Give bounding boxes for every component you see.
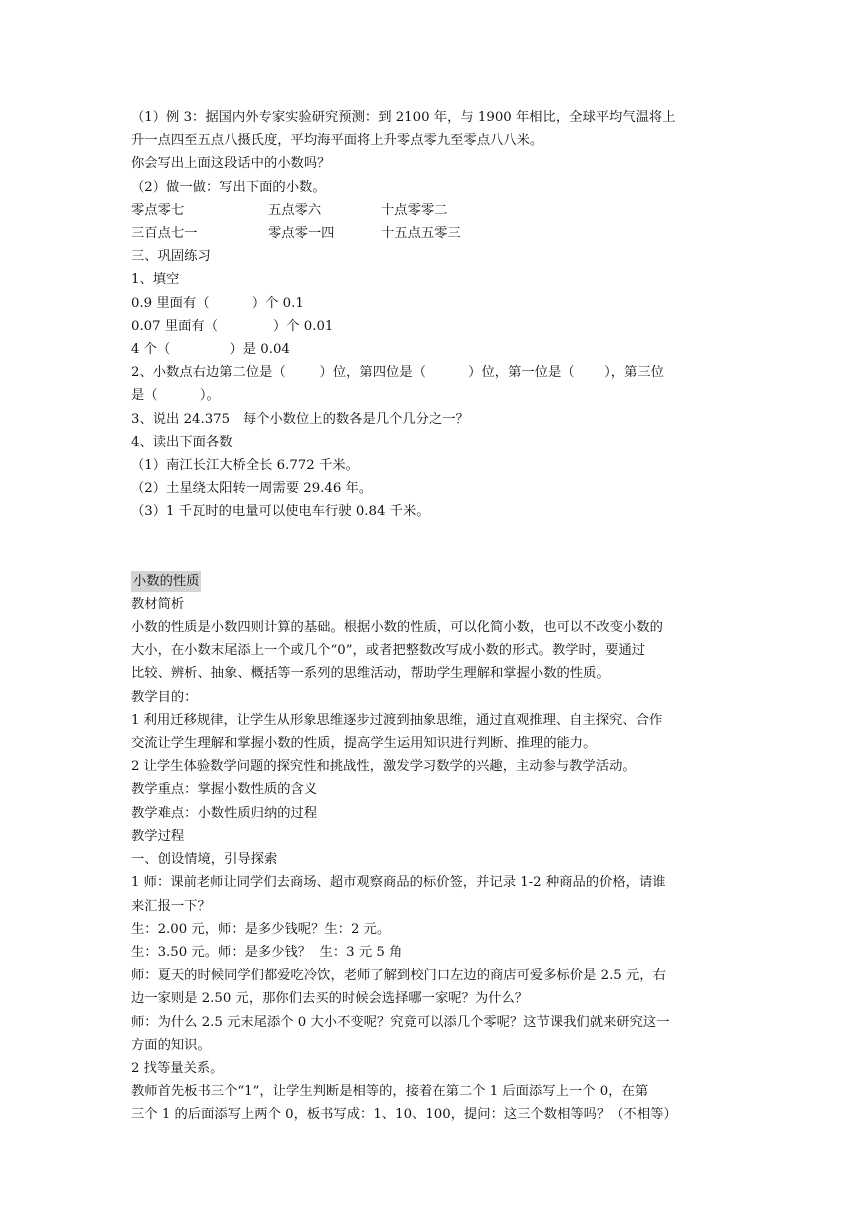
- material-line-3: 比较、辨析、抽象、概括等一系列的思维活动，帮助学生理解和掌握小数的性质。: [131, 666, 610, 682]
- difficulty: 教学难点：小数性质归纳的过程: [131, 805, 318, 821]
- material-line-2: 大小，在小数末尾添上一个或几个“0”，或者把整数改写成小数的形式。教学时，要通过: [131, 643, 646, 659]
- exercise-4-heading: 4、读出下面各数: [131, 434, 233, 450]
- exercise-2-line-2: 是（ ）。: [131, 388, 220, 404]
- fill-blank-1: 0.9 里面有（ ）个 0.1: [131, 295, 304, 311]
- exercise-2-line-1: 2、小数点右边第二位是（ ）位，第四位是（ ）位，第一位是（ ），第三位: [131, 365, 664, 381]
- step-2-heading: 2 找等量关系。: [131, 1060, 224, 1076]
- teacher-1-line-2: 来汇报一下？: [131, 898, 211, 914]
- fill-blank-3: 4 个（ ）是 0.04: [131, 342, 290, 358]
- teacher-3-line-1: 师：为什么 2.5 元末尾添个 0 大小不变呢？究竟可以添几个零呢？这节课我们就来研究这一: [131, 1014, 670, 1030]
- example3-question: 你会写出上面这段话中的小数吗？: [131, 156, 331, 172]
- teacher-4-line-2: 三个 1 的后面添写上两个 0，板书写成：1、10、100，提问：这三个数相等吗？（不相等）: [131, 1107, 677, 1123]
- numbers-row-1: [131, 199, 732, 222]
- material-heading: 教材简析: [131, 596, 185, 612]
- student-1: 生：2.00 元，师：是多少钱呢？生：2 元。: [131, 921, 391, 937]
- numbers-row-2: [131, 222, 732, 245]
- exercise-1-heading: 1、填空: [131, 272, 180, 288]
- goal-2: 2 让学生体验数学问题的探究性和挑战性，激发学习数学的兴趣，主动参与教学活动。: [131, 759, 636, 775]
- key-point: 教学重点：掌握小数性质的含义: [131, 782, 318, 798]
- practice-title: （2）做一做：写出下面的小数。: [131, 179, 326, 195]
- number-cell: 五点零六: [268, 202, 322, 218]
- material-line-1: 小数的性质是小数四则计算的基础。根据小数的性质，可以化简小数，也可以不改变小数的: [131, 620, 663, 636]
- read-item-1: （1）南江长江大桥全长 6.772 千米。: [131, 458, 359, 474]
- number-cell: 三百点七一: [131, 226, 198, 242]
- number-cell: 十点零零二: [381, 202, 448, 218]
- example3-line-2: 升一点四至五点八摄氏度，平均海平面将上升零点零九至零点八八米。: [131, 133, 544, 149]
- read-item-2: （2）土星绕太阳转一周需要 29.46 年。: [131, 481, 373, 497]
- teacher-2-line-2: 边一家则是 2.50 元，那你们去买的时候会选择哪一家呢？为什么？: [131, 991, 529, 1007]
- fill-blank-2: 0.07 里面有（ ）个 0.01: [131, 318, 334, 334]
- goal-1-line-2: 交流让学生理解和掌握小数的性质，提高学生运用知识进行判断、推理的能力。: [131, 736, 597, 752]
- teacher-3-line-2: 方面的知识。: [131, 1037, 211, 1053]
- teacher-2-line-1: 师：夏天的时候同学们都爱吃冷饮，老师了解到校门口左边的商店可爱多标价是 2.5 元，右: [131, 968, 666, 984]
- teacher-4-line-1: 教师首先板书三个“1”，让学生判断是相等的，接着在第二个 1 后面添写上一个 0，在第: [131, 1084, 649, 1100]
- example3-line-1: （1）例 3：据国内外专家实验研究预测：到 2100 年，与 1900 年相比，全球平均气温将上: [131, 110, 676, 125]
- number-cell: 零点零一四: [268, 226, 335, 242]
- goal-heading: 教学目的：: [131, 689, 198, 705]
- lesson-title: 小数的性质: [131, 571, 201, 592]
- section-3-heading: 三、巩固练习: [131, 249, 211, 265]
- read-item-3: （3）1 千瓦时的电量可以使电车行驶 0.84 千米。: [131, 504, 430, 520]
- teacher-1-line-1: 1 师：课前老师让同学们去商场、超市观察商品的标价签，并记录 1-2 种商品的价格，请谁: [131, 875, 666, 891]
- number-cell: 十五点五零三: [381, 226, 461, 242]
- number-cell: 零点零七: [131, 202, 185, 218]
- step-1-heading: 一、创设情境，引导探索: [131, 852, 278, 868]
- section-spacer: [131, 524, 732, 570]
- process-heading: 教学过程: [131, 828, 185, 844]
- lesson-title-line: [131, 570, 732, 593]
- goal-1-line-1: 1 利用迁移规律，让学生从形象思维逐步过渡到抽象思维，通过直观推理、自主探究、合作: [131, 712, 663, 728]
- exercise-3: 3、说出 24.375 每个小数位上的数各是几个几分之一？: [131, 411, 469, 427]
- student-2: 生：3.50 元。师：是多少钱？ 生：3 元 5 角: [131, 944, 403, 960]
